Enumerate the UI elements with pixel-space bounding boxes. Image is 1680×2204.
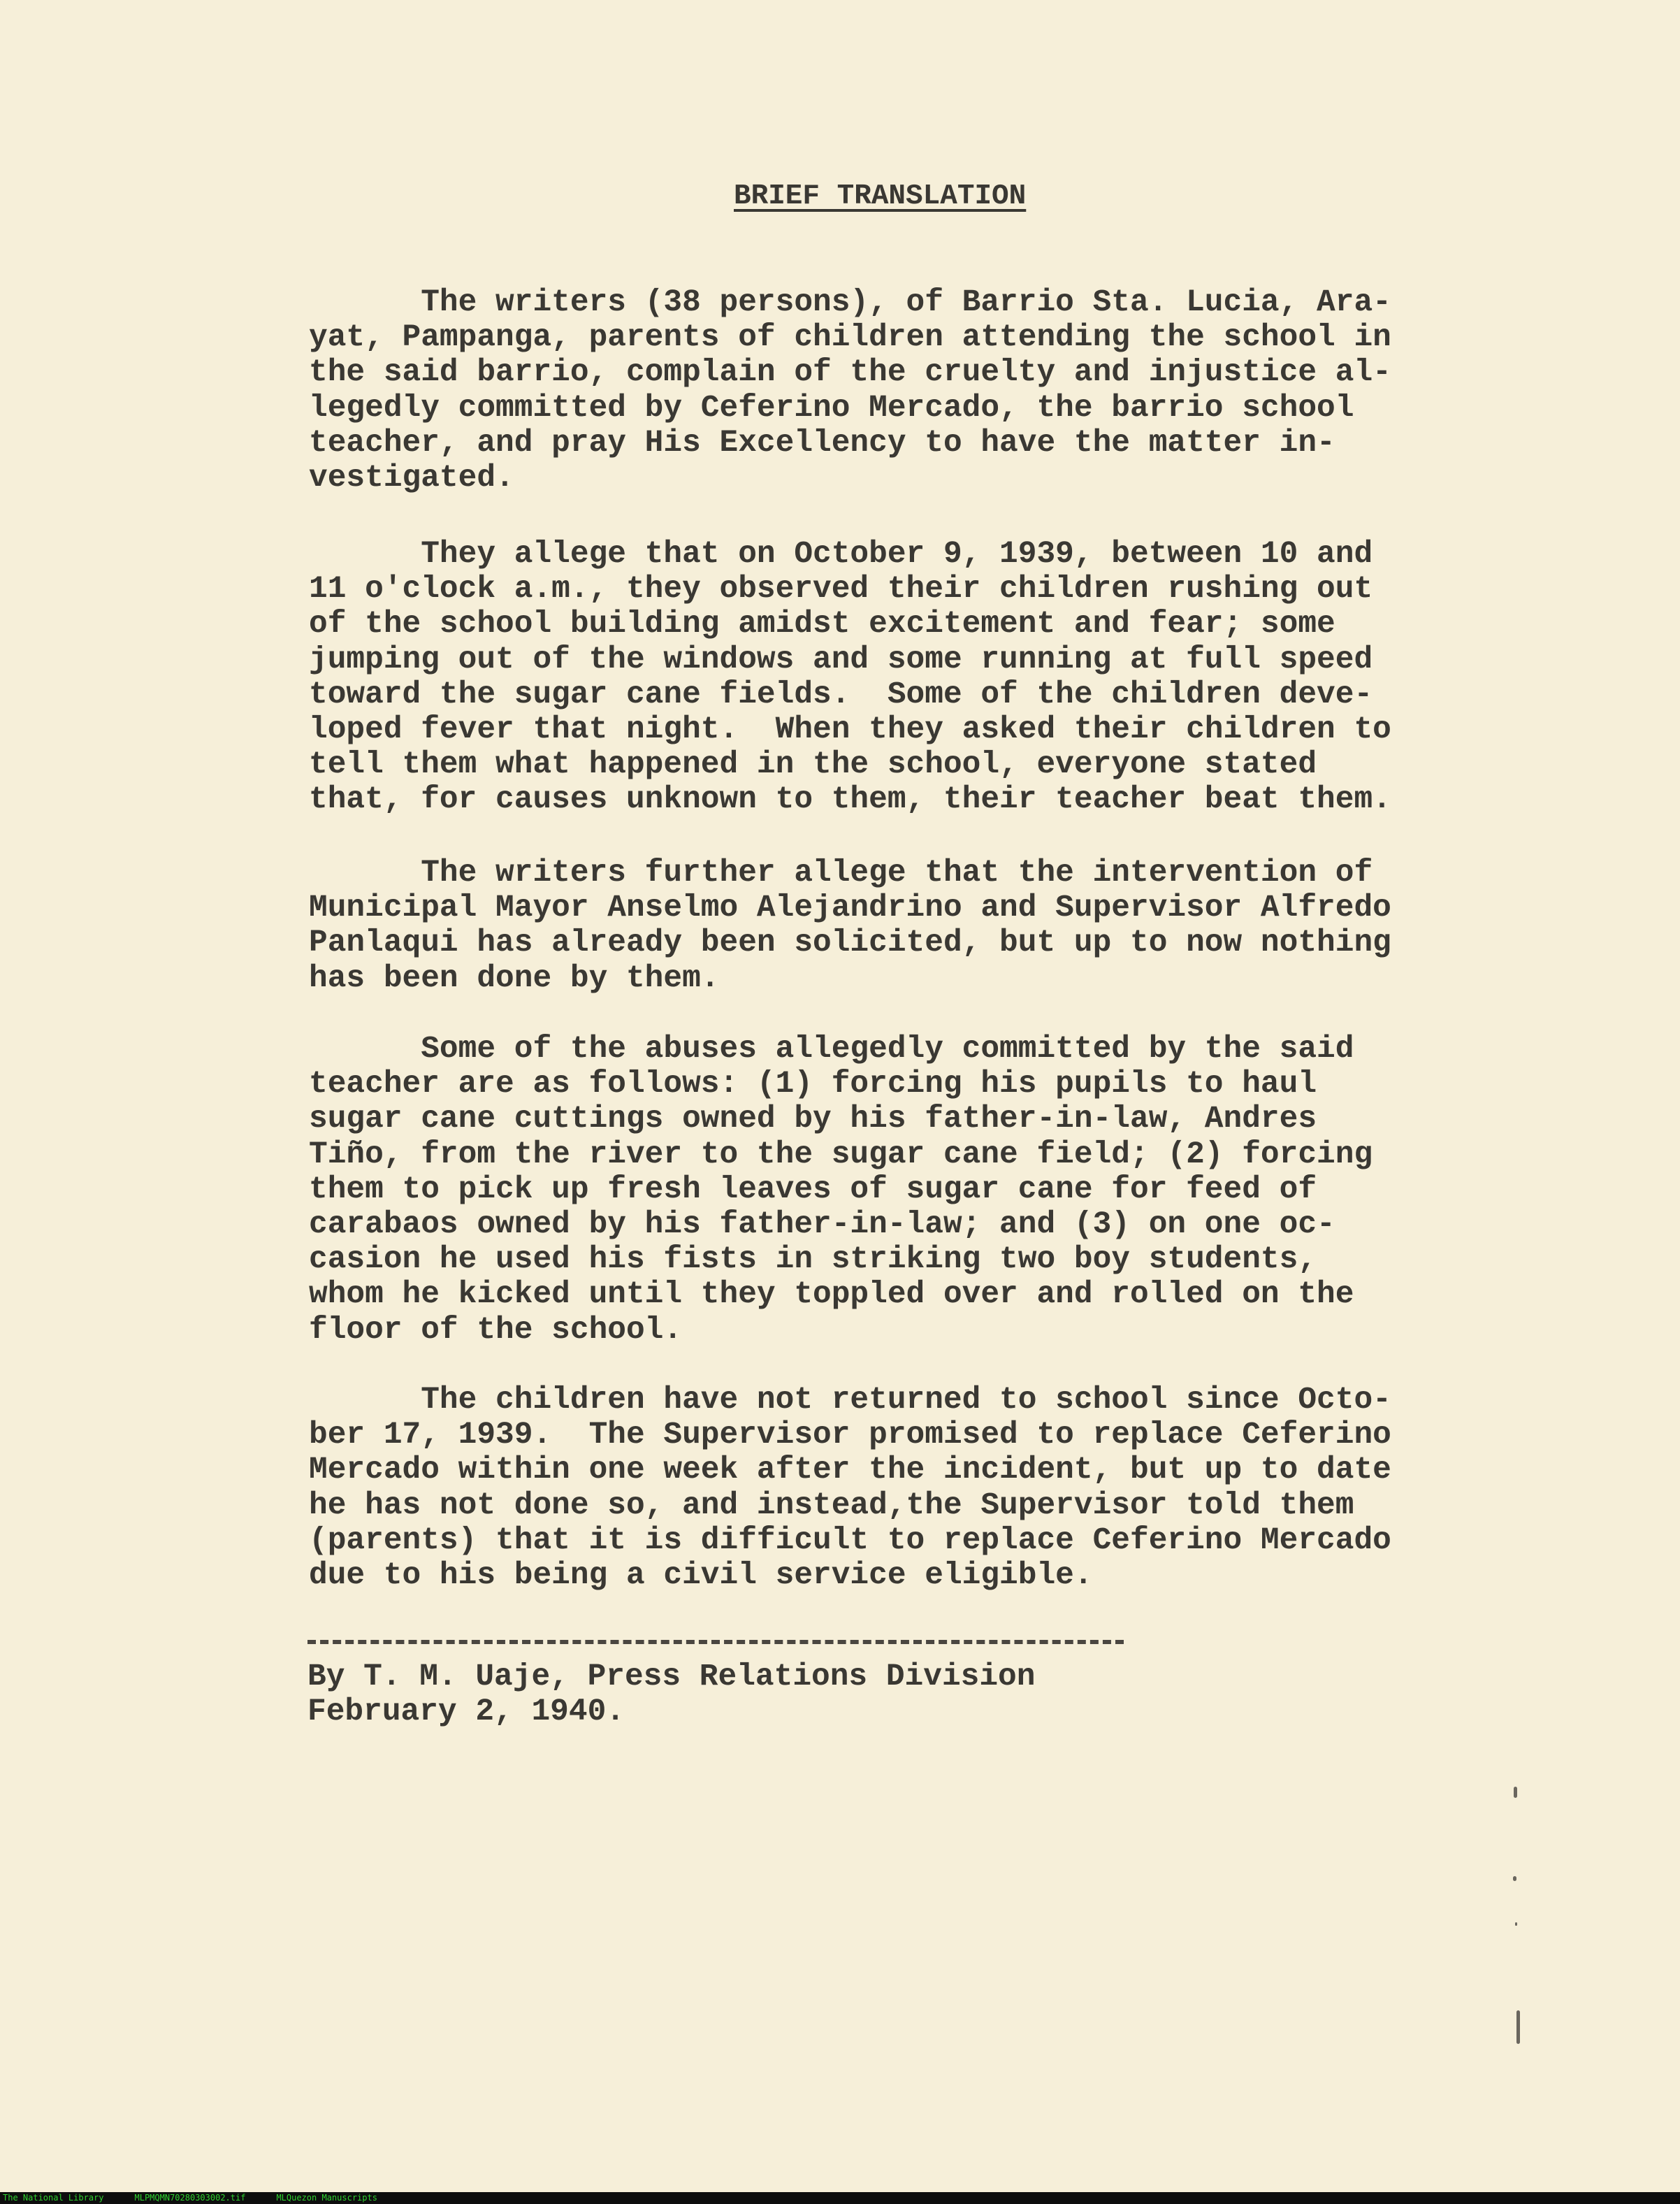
text-line: 11 o'clock a.m., they observed their children rushing out [309,572,1373,607]
margin-speck [1515,1922,1517,1926]
text-line: vestigated. [309,461,514,496]
paragraph-4 [309,1032,1539,1348]
signature-block [307,1659,1035,1729]
separator-line [307,1640,1124,1644]
text-line: teacher are as follows: (1) forcing his pupils to haul [309,1067,1317,1102]
margin-speck [1514,1787,1517,1798]
footer-file: MLPMQMN70280303002.tif [134,2193,246,2203]
document-date: February 2, 1940. [307,1694,625,1730]
footer-collection: MLQuezon Manuscripts [276,2193,377,2203]
text-line: the said barrio, complain of the cruelty and injustice al- [309,355,1391,391]
paragraph-2 [309,537,1539,818]
text-line: whom he kicked until they toppled over and rolled on the [309,1277,1354,1313]
text-line: jumping out of the windows and some running at full speed [309,642,1373,677]
paragraph-3 [309,856,1539,996]
archive-footer [0,2192,1680,2204]
margin-speck [1516,2010,1520,2044]
text-line: carabaos owned by his father-in-law; and (3) on one oc- [309,1207,1335,1243]
text-line: The writers further allege that the intervention of [309,856,1373,891]
text-line: tell them what happened in the school, everyone stated [309,747,1317,783]
text-line: Some of the abuses allegedly committed by the said [309,1032,1354,1067]
text-line: of the school building amidst excitement and fear; some [309,607,1335,642]
text-line: legedly committed by Ceferino Mercado, the barrio school [309,390,1354,426]
text-line: teacher, and pray His Excellency to have the matter in- [309,425,1335,461]
document-title: BRIEF TRANSLATION [734,180,1027,213]
text-line: Mercado within one week after the incident, but up to date [309,1453,1391,1488]
text-line: Panlaqui has already been solicited, but up to now nothing [309,925,1391,961]
text-line: that, for causes unknown to them, their teacher beat them. [309,782,1391,818]
text-line: them to pick up fresh leaves of sugar cane for feed of [309,1172,1317,1207]
text-line: due to his being a civil service eligible. [309,1558,1093,1594]
text-line: he has not done so, and instead,the Supervisor told them [309,1488,1354,1523]
text-line: ber 17, 1939. The Supervisor promised to replace Ceferino [309,1418,1391,1453]
text-line: yat, Pampanga, parents of children attending the school in [309,320,1391,356]
text-line: The children have not returned to school since Octo- [309,1383,1391,1418]
text-line: (parents) that it is difficult to replace Ceferino Mercado [309,1522,1391,1558]
margin-speck [1513,1876,1516,1881]
paragraph-1 [309,285,1539,496]
text-line: casion he used his fists in striking two boy students, [309,1242,1317,1278]
footer-library: The National Library [3,2193,104,2203]
text-line: They allege that on October 9, 1939, between 10 and [309,537,1373,572]
text-line: toward the sugar cane fields. Some of the children deve- [309,677,1373,712]
text-line: sugar cane cuttings owned by his father-in-law, Andres [309,1102,1317,1137]
text-line: loped fever that night. When they asked their children to [309,712,1391,748]
byline: By T. M. Uaje, Press Relations Division [307,1659,1036,1694]
text-line: floor of the school. [309,1312,683,1348]
text-line: has been done by them. [309,960,720,996]
text-line: Municipal Mayor Anselmo Alejandrino and Supervisor Alfredo [309,891,1391,926]
text-line: The writers (38 persons), of Barrio Sta. Lucia, Ara- [309,285,1391,320]
text-line: Tiño, from the river to the sugar cane field; (2) forcing [309,1137,1373,1172]
paragraph-5 [309,1383,1539,1593]
